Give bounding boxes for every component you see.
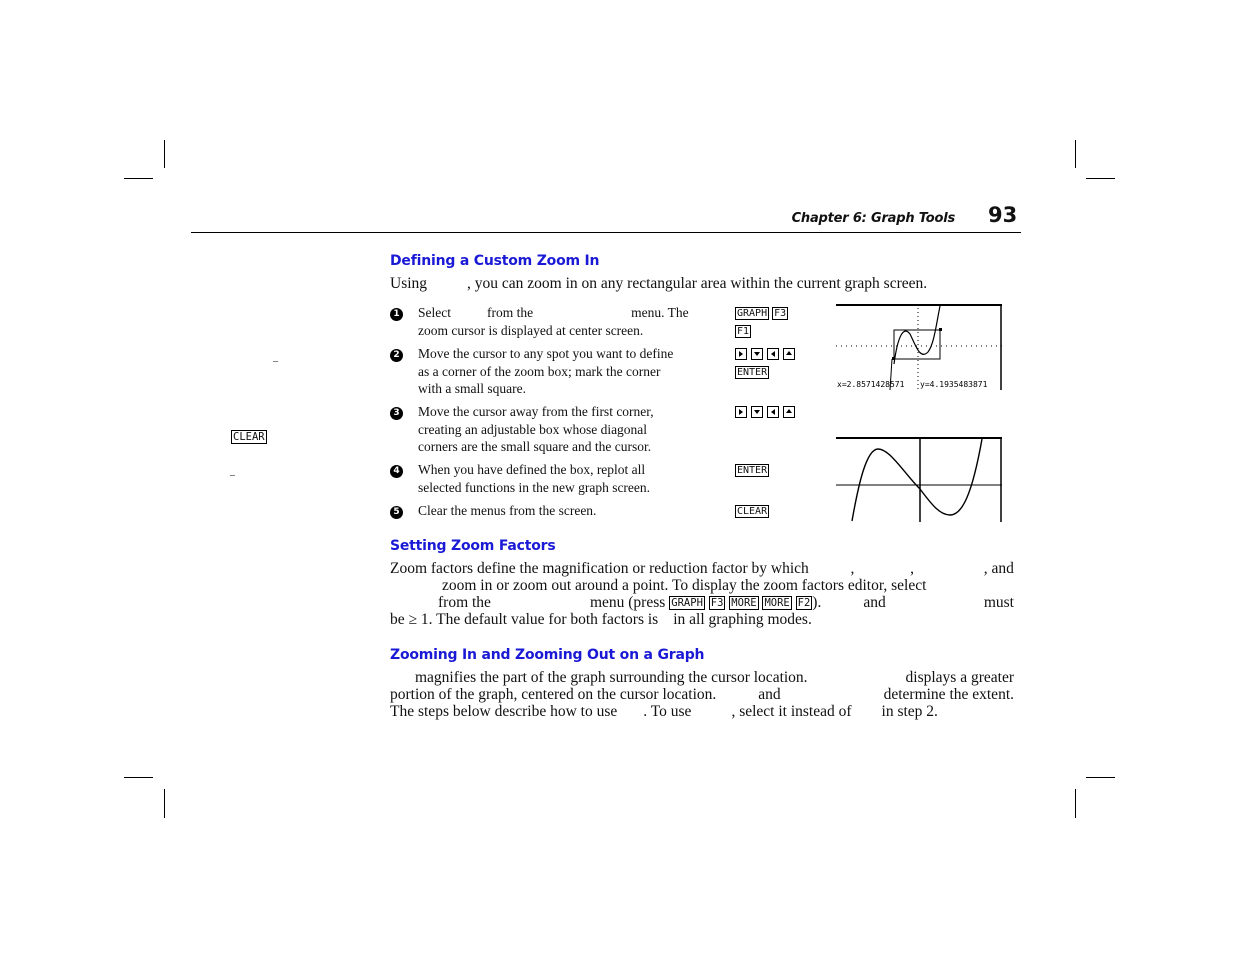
right-arrow-key-icon (735, 348, 747, 360)
paragraph-text: zoom in or zoom out around a point. To display the zoom factors editor, select (442, 577, 927, 594)
margin-dash: – (273, 356, 278, 367)
step-number: 4 (390, 465, 403, 478)
step-text-line: with a small square. (418, 381, 526, 396)
paragraph-text: determine the extent. (883, 686, 1014, 703)
paragraph-text: menu (press (589, 594, 666, 611)
section-heading-zoom-in-out: Zooming In and Zooming Out on a Graph (390, 647, 705, 663)
margin-clear-key: CLEAR (233, 431, 265, 443)
clear-key: CLEAR (737, 505, 768, 517)
crop-mark (124, 178, 153, 179)
right-arrow-key-icon (735, 406, 747, 418)
down-arrow-key-icon (751, 406, 763, 418)
step-text-line: as a corner of the zoom box; mark the corner (418, 363, 661, 379)
step-number: 2 (390, 349, 403, 362)
left-arrow-key-icon (767, 406, 779, 418)
crop-mark (1086, 178, 1115, 179)
up-arrow-key-icon (783, 348, 795, 360)
step-text-line: Move the cursor away from the first corner, (418, 404, 654, 419)
paragraph-text: , (910, 560, 915, 577)
paragraph-text: must (983, 594, 1014, 611)
intro-text: , you can zoom in on any rectangular area within the current graph screen. (467, 275, 928, 292)
step-4-keys (735, 461, 772, 479)
step-text-line: selected functions in the new graph screen. (418, 479, 651, 495)
step-text-line: creating an adjustable box whose diagonal (418, 421, 648, 437)
zoom-factors-paragraph (390, 560, 1014, 628)
step-text-line: Clear the menus from the screen. (418, 503, 597, 518)
paragraph-text: , (850, 560, 855, 577)
paragraph-text: , select it instead of (731, 703, 852, 720)
step-2-text (418, 345, 718, 398)
chapter-title: Chapter 6: Graph Tools (791, 211, 955, 226)
step-text-fragment: from the (487, 305, 534, 320)
f3-key: F3 (774, 307, 787, 319)
section-heading-zoom-factors: Setting Zoom Factors (390, 538, 556, 554)
crop-mark (1075, 789, 1076, 818)
paragraph-text: be ≥ 1. The default value for both factors is (390, 611, 659, 628)
paragraph-text: . To use (643, 703, 692, 720)
more-key: MORE (731, 597, 757, 609)
step-5-text (418, 502, 718, 520)
page-number: 93 (988, 203, 1018, 227)
step-number: 3 (390, 407, 403, 420)
intro-text: Using (390, 275, 428, 292)
margin-dash: – (230, 470, 235, 481)
crop-mark (1086, 777, 1115, 778)
paragraph-text: from the (438, 594, 491, 611)
f1-key: F1 (737, 325, 750, 337)
step-5-keys (735, 502, 772, 520)
left-arrow-key-icon (767, 348, 779, 360)
more-key: MORE (764, 597, 790, 609)
graph-key: GRAPH (671, 597, 703, 609)
up-arrow-key-icon (783, 406, 795, 418)
step-text-line: zoom cursor is displayed at center screen. (418, 322, 644, 338)
paragraph-text: and (863, 594, 886, 611)
paragraph-text: displays a greater (905, 669, 1014, 686)
graph-key: GRAPH (737, 307, 768, 319)
step-text-fragment: menu. The (631, 305, 689, 320)
screen-x-readout: x=2.8571428571 (837, 380, 905, 389)
crop-mark (124, 777, 153, 778)
section-heading-custom-zoom: Defining a Custom Zoom In (390, 253, 600, 269)
enter-key: ENTER (737, 464, 768, 476)
step-3-text (418, 403, 718, 456)
step-text-fragment: Select (418, 305, 451, 320)
screen-y-readout: y=4.1935483871 (920, 380, 988, 389)
calculator-screen-zoom-box (836, 304, 1002, 390)
step-2-keys (735, 345, 799, 381)
step-4-text (418, 461, 718, 496)
paragraph-text: portion of the graph, centered on the cursor location. (390, 686, 717, 703)
f2-key: F2 (797, 597, 811, 609)
down-arrow-key-icon (751, 348, 763, 360)
paragraph-text: magnifies the part of the graph surrounding the cursor location. (415, 669, 808, 686)
paragraph-text: ). (812, 594, 822, 611)
step-text-line: Move the cursor to any spot you want to define (418, 346, 674, 361)
step-text-line: When you have defined the box, replot all (418, 462, 646, 477)
header-rule (191, 232, 1021, 233)
calculator-screen-zoomed-graph (836, 437, 1002, 522)
crop-mark (1075, 140, 1076, 168)
step-3-keys (735, 403, 799, 421)
paragraph-text: and (758, 686, 781, 703)
paragraph-text: Zoom factors define the magnification or reduction factor by which (390, 560, 809, 577)
enter-key: ENTER (737, 366, 768, 378)
step-1-keys (735, 304, 791, 340)
paragraph-text: in step 2. (881, 703, 938, 720)
f3-key: F3 (710, 597, 724, 609)
zoom-in-out-paragraph (390, 669, 1014, 720)
paragraph-text: in all graphing modes. (673, 611, 812, 628)
paragraph-text: The steps below describe how to use (390, 703, 618, 720)
crop-mark (164, 140, 165, 168)
crop-mark (164, 789, 165, 818)
paragraph-text: , and (983, 560, 1014, 577)
step-number: 5 (390, 506, 403, 519)
intro-paragraph (390, 275, 1014, 292)
step-1-text (418, 304, 718, 339)
step-number: 1 (390, 308, 403, 321)
step-text-line: corners are the small square and the cursor. (418, 439, 652, 454)
